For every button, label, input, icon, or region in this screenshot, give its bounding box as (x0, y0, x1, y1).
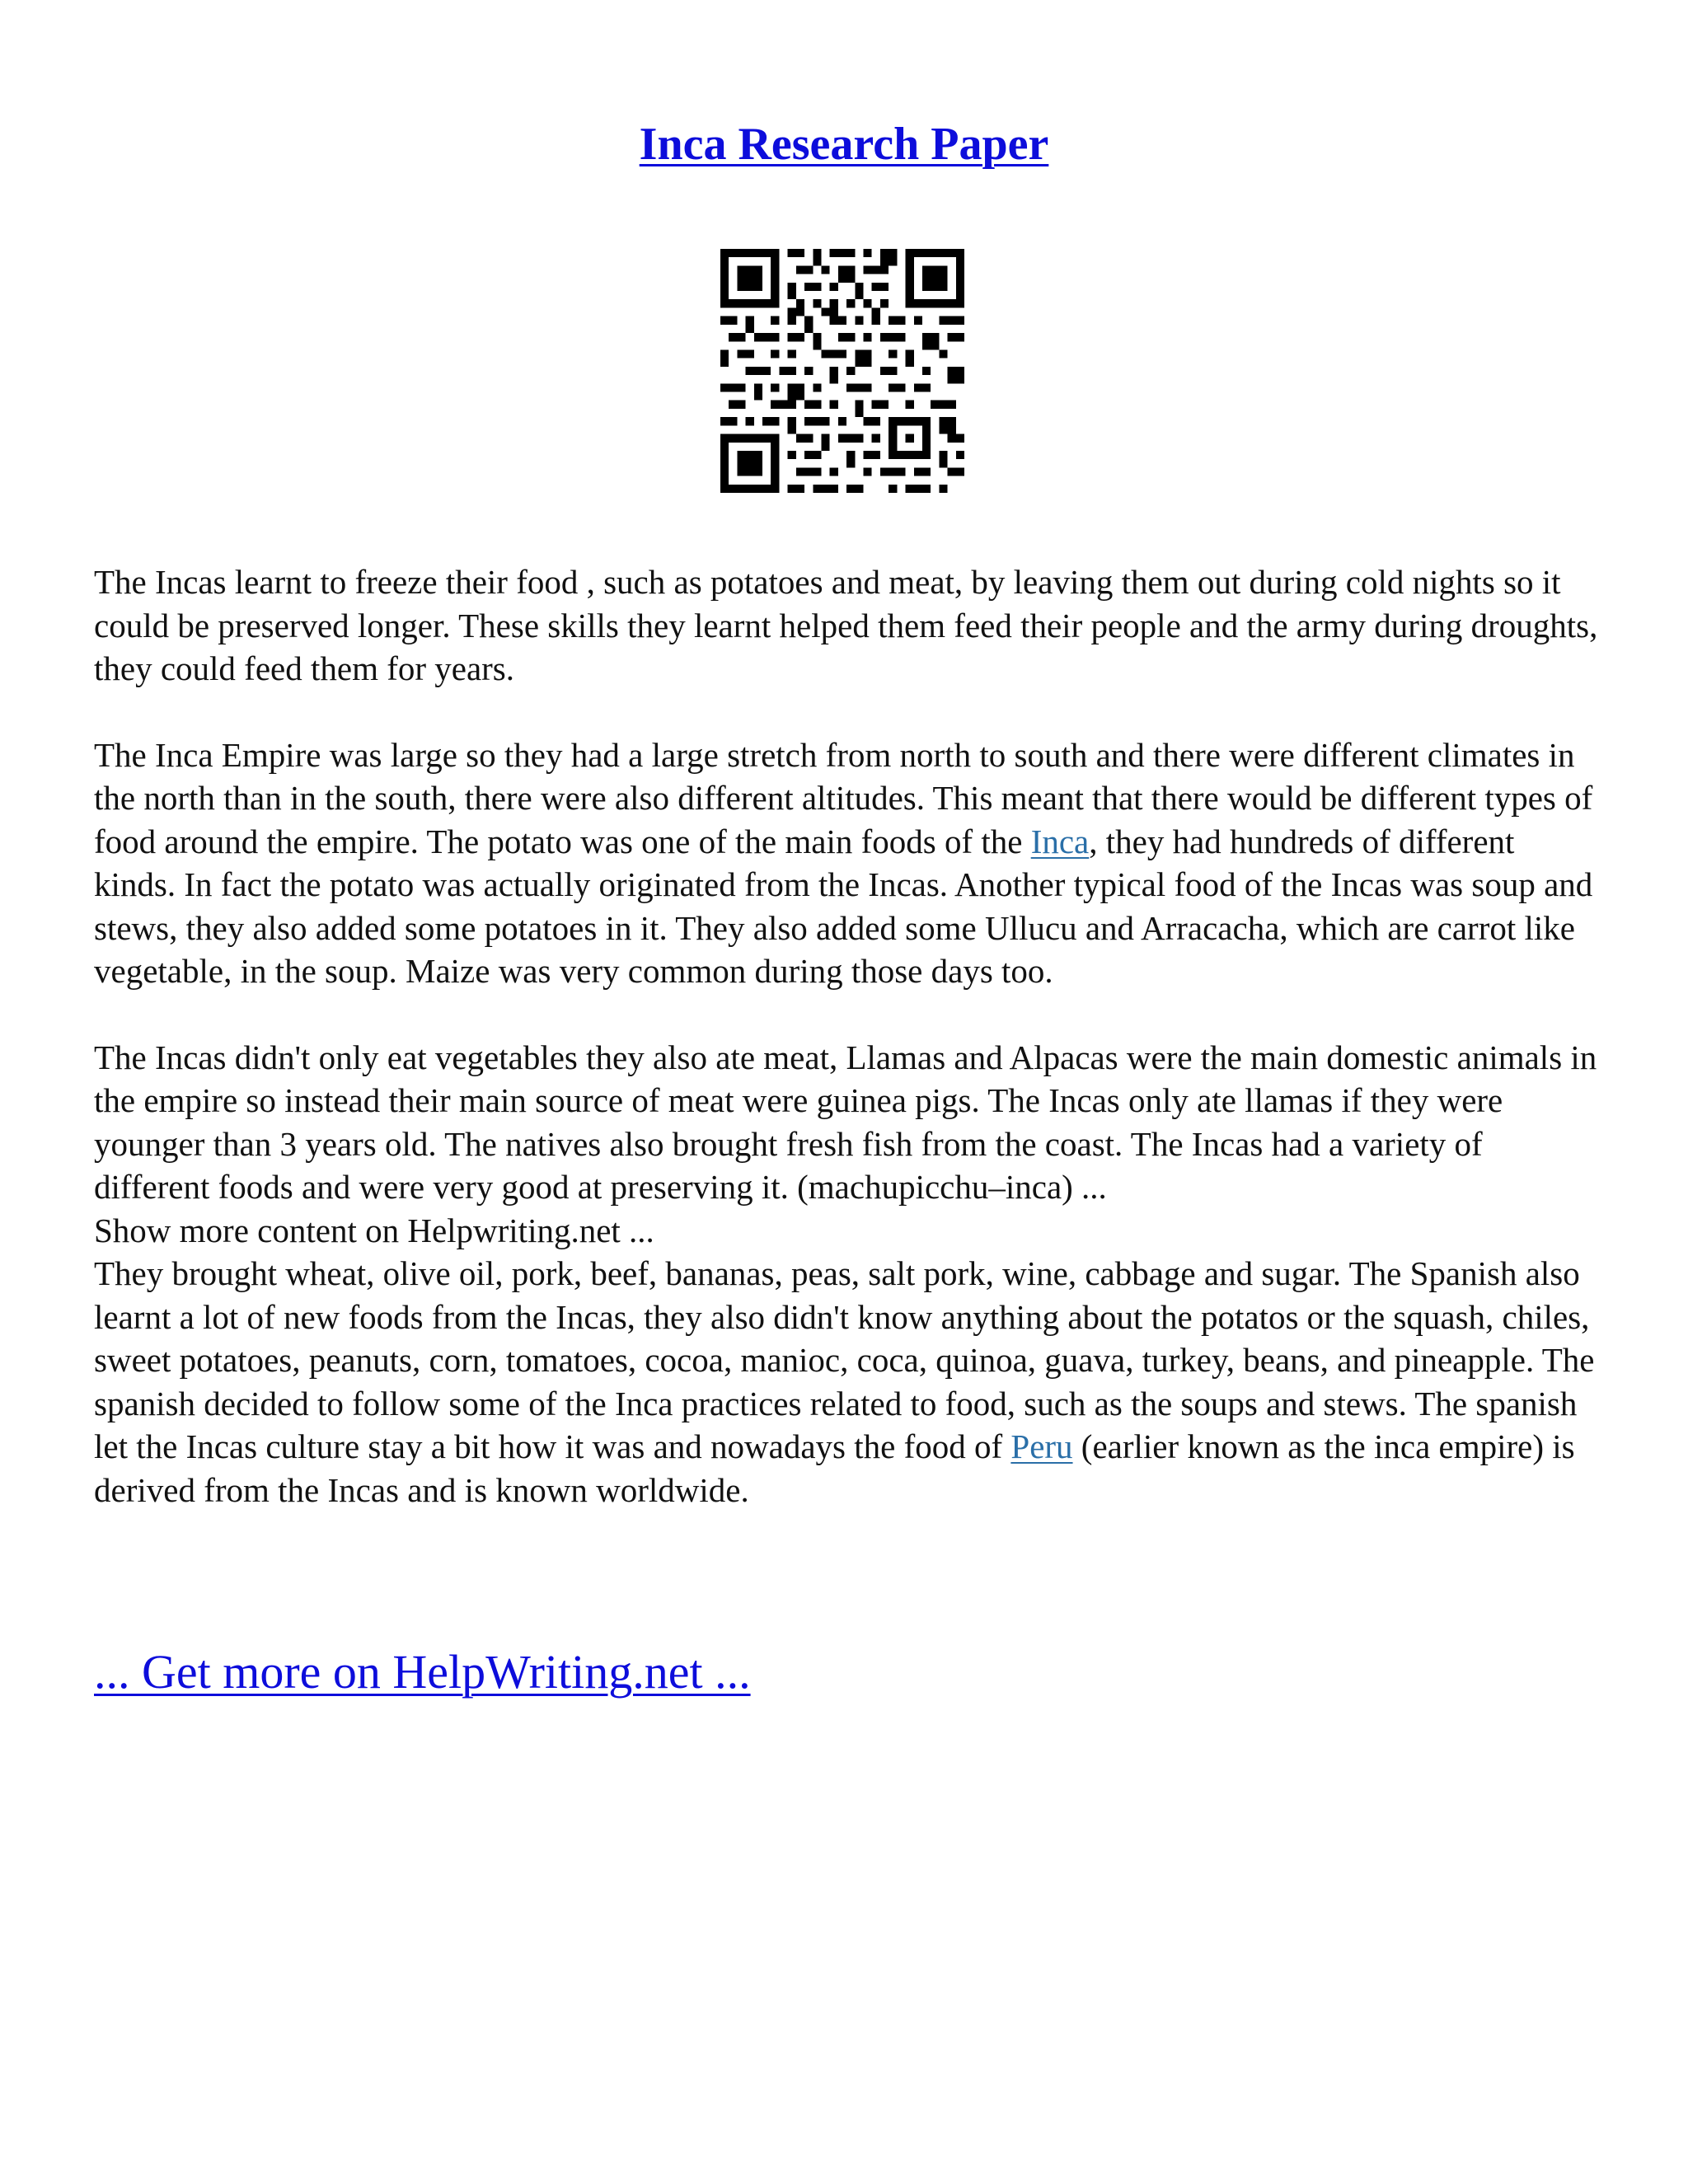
show-more-text: Show more content on Helpwriting.net ... (94, 1211, 654, 1249)
paragraph-3: The Incas didn't only eat vegetables they also ate meat, Llamas and Alpacas were the main domestic animals in the empire so instead their main source of meat were guinea pigs. The Incas only ate llamas if they were younger than 3 years old. The natives also brought fresh fish from the coast. The Incas had a variety of different foods and were very good at preserving it. (machupicchu–inca) ... Show more content on Helpwriting.net ... (94, 1038, 1597, 1249)
paragraph-2: The Inca Empire was large so they had a large stretch from north to south and there were different climates in the north than in the south, there were also different altitudes. This meant that there would be different types of food around the empire. The potato was one of the main foods of the Inca, they had hundreds of different kinds. In fact the potato was actually originated from the Incas. Another typical food of the Incas was soup and stews, they also added some potatoes in it. They also added some Ullucu and Arracacha, which are carrot like vegetable, in the soup. Maize was very common during those days too. (94, 735, 1593, 990)
get-more-link[interactable]: ... Get more on HelpWriting.net ... (94, 1645, 751, 1699)
title-link[interactable]: Inca Research Paper (639, 119, 1049, 170)
paragraph-4: They brought wheat, olive oil, pork, beef, bananas, peas, salt pork, wine, cabbage and sugar. The Spanish also learnt a lot of new foods from the Incas, they also didn't know anything about the potatos or the squash, chiles, sweet potatoes, peanuts, corn, tomatoes, cocoa, manioc, coca, quinoa, guava, turkey, beans, and pineapple. The spanish decided to follow some of the Inca practices related to food, such as the soups and stews. The spanish let the Incas culture stay a bit how it was and nowadays the food of Peru (earlier known as the inca empire) is derived from the Incas and is known worldwide. (94, 1254, 1595, 1509)
inca-link[interactable]: Inca (1030, 822, 1090, 860)
peru-link[interactable]: Peru (1010, 1427, 1073, 1465)
qr-code-icon (720, 249, 964, 493)
page-title (0, 115, 1688, 173)
article-body (94, 560, 1602, 1511)
get-more-section (94, 1643, 751, 1701)
paragraph-1: The Incas learnt to freeze their food , such as potatoes and meat, by leaving them out during cold nights so it could be preserved longer. These skills they learnt helped them feed their people and the army during droughts, they could feed them for years. (94, 563, 1598, 687)
